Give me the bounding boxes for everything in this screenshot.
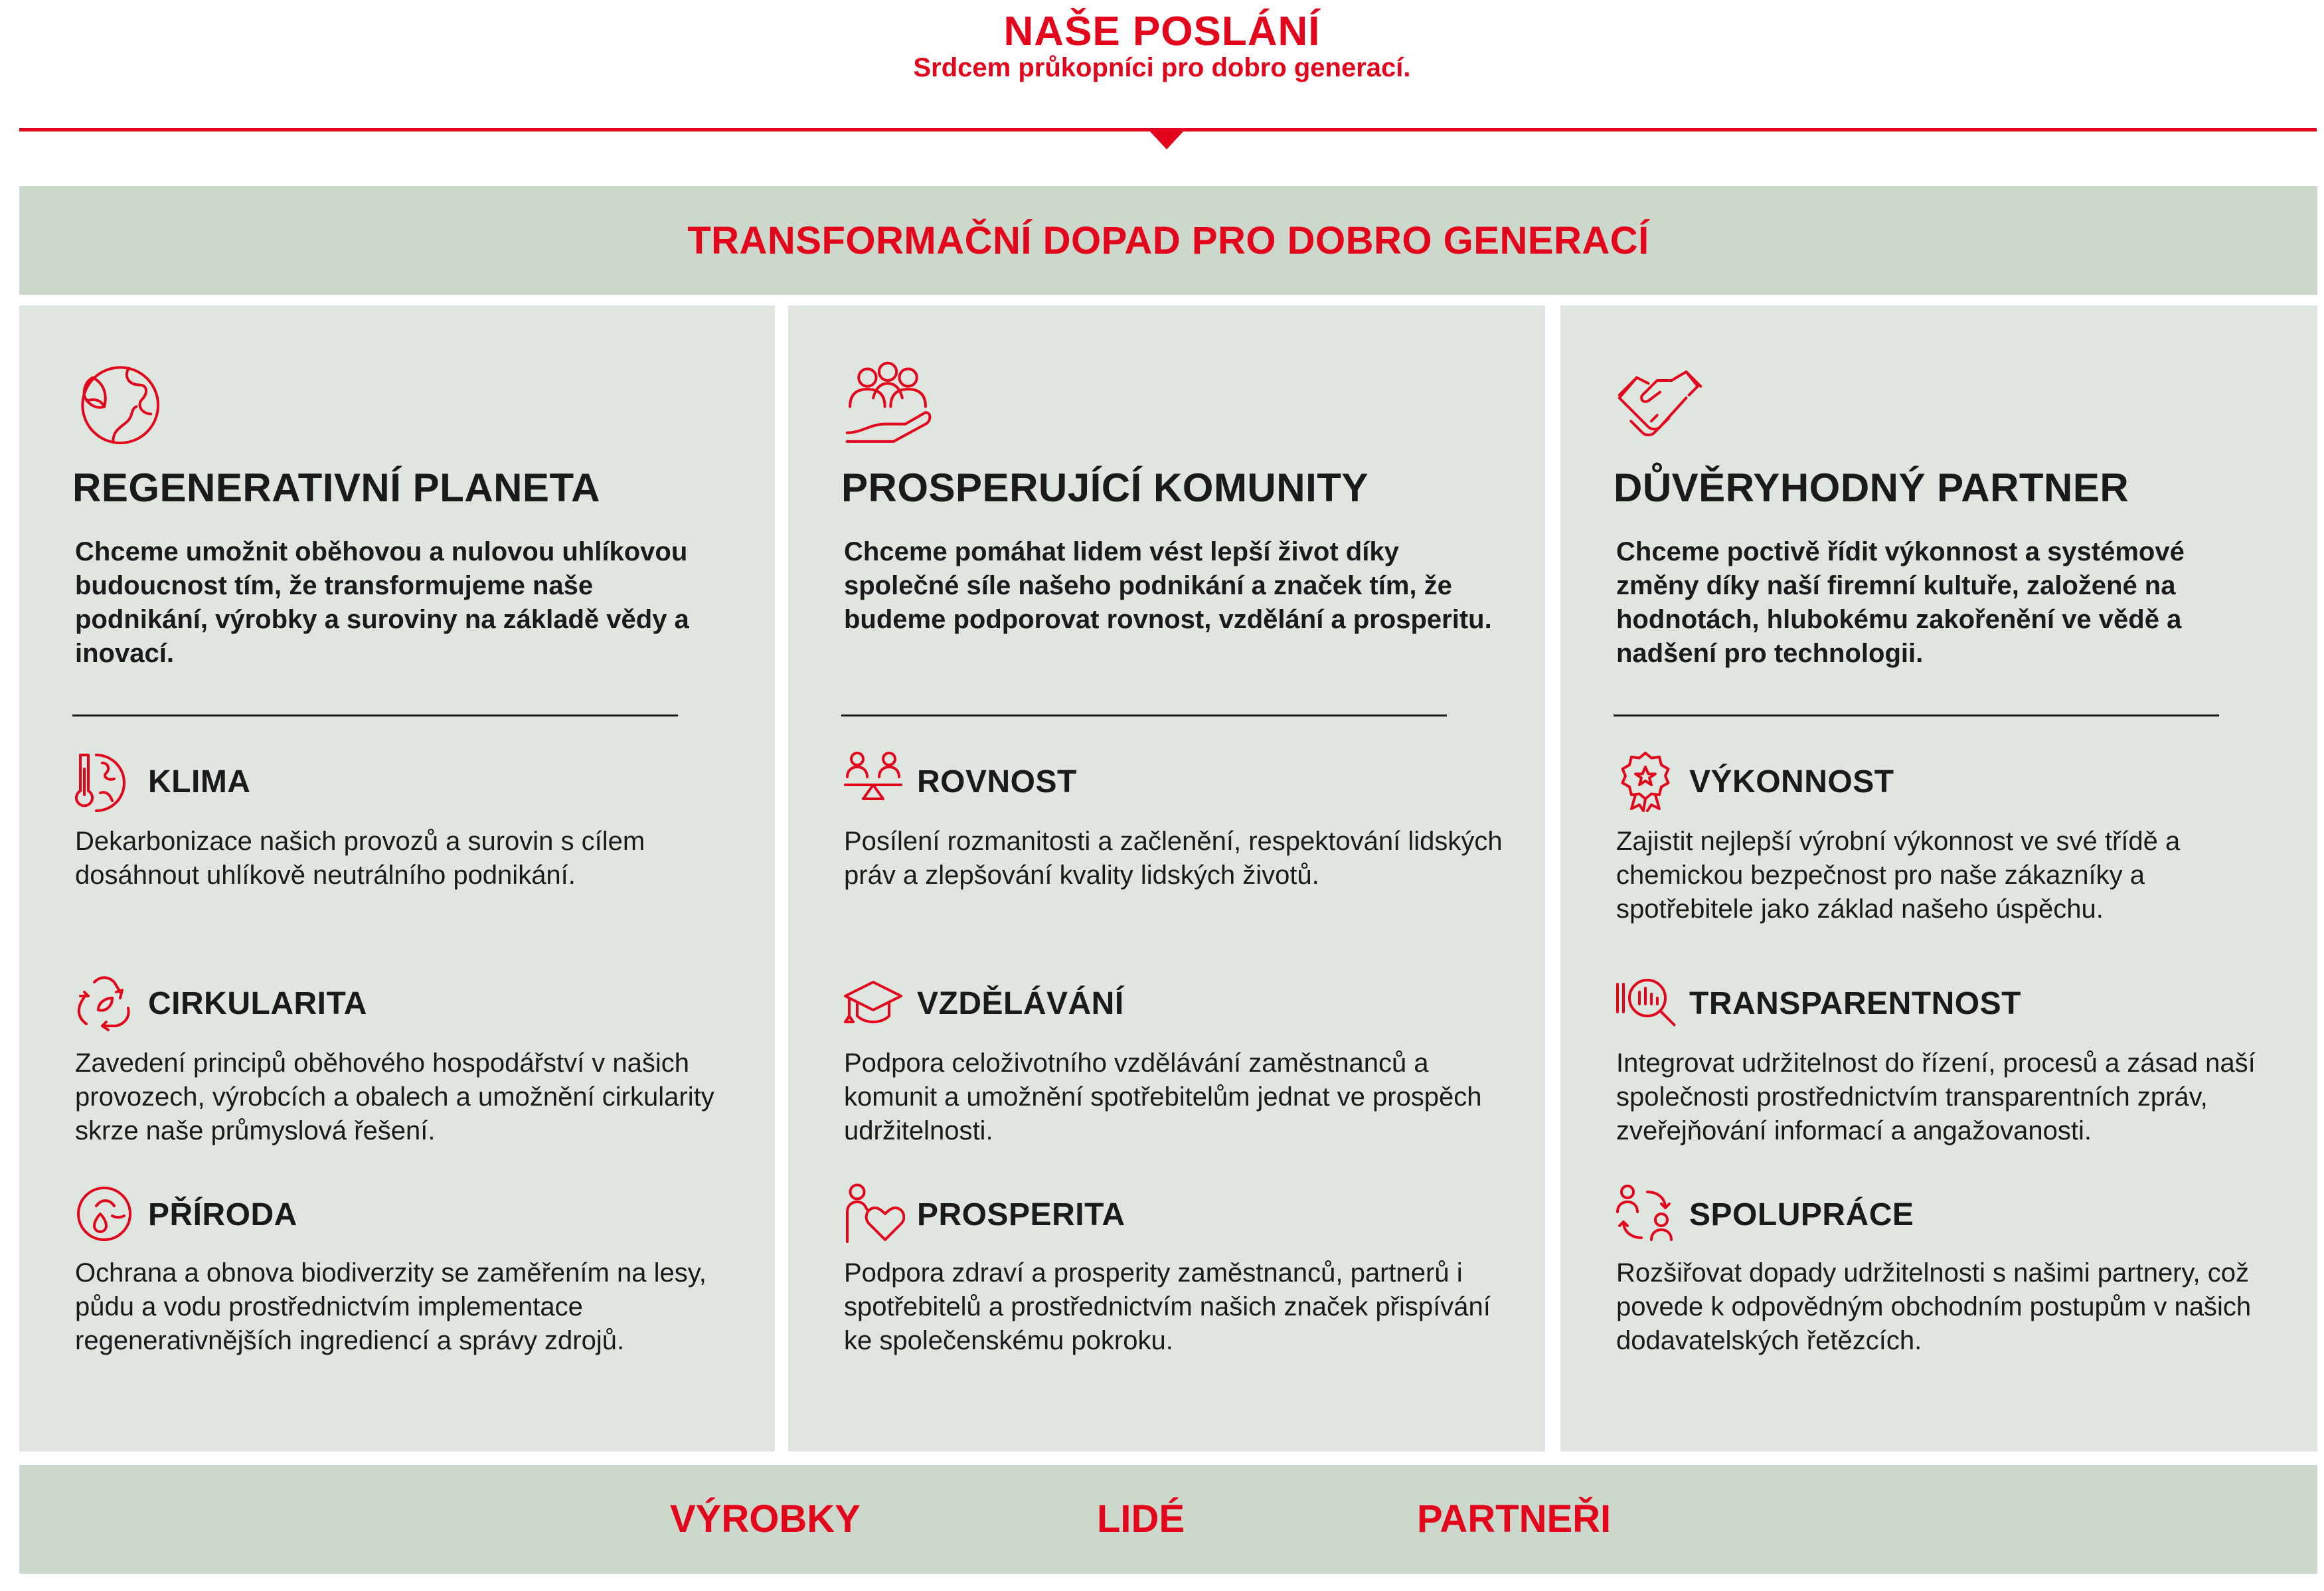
pillars-banner (19, 1465, 2317, 1574)
award-badge-icon (1614, 749, 1677, 813)
mission-subtitle: Srdcem průkopníci pro dobro generací. (913, 53, 1411, 82)
section-text-priroda: Ochrana a obnova biodiverzity se zaměřením na lesy, půdu a vodu prostřednictvím implementace regenerativnějších ingrediencí a správy zdrojů. (75, 1258, 706, 1355)
collaboration-people-icon (1614, 1182, 1677, 1246)
section-text-rovnost: Posílení rozmanitosti a začlenění, respektování lidských práv a zlepšování kvality lidských životů. (844, 827, 1503, 890)
impact-banner-title: TRANSFORMAČNÍ DOPAD PRO DOBRO GENERACÍ (687, 218, 1649, 262)
column-intro: Chceme umožnit oběhovou a nulovou uhlíkovou budoucnost tím, že transformujeme naše podnikání, výrobky a suroviny na základě vědy a inovací. (75, 537, 689, 668)
section-text-prosperita: Podpora zdraví a prosperity zaměstnanců, partnerů i spotřebitelů a prostřednictvím našich značek přispívání ke společenskému pokroku. (844, 1258, 1491, 1355)
pillar-people: LIDÉ (1097, 1497, 1185, 1541)
person-heart-icon (841, 1182, 905, 1246)
column-divider (72, 714, 678, 716)
section-title-vzdelavani: VZDĚLÁVÁNÍ (917, 986, 1124, 1021)
column-divider (841, 714, 1447, 716)
section-title-rovnost: ROVNOST (917, 764, 1077, 799)
thermometer-globe-icon (72, 749, 136, 813)
column-regenerative-planet (19, 305, 775, 1452)
section-title-cirkularita: CIRKULARITA (148, 986, 367, 1021)
column-trusted-partner (1560, 305, 2317, 1452)
section-text-vykonnost: Zajistit nejlepší výrobní výkonnost ve své třídě a chemickou bezpečnost pro naše zákazníky a spotřebitele jako základ našeho úspěchu. (1616, 827, 2181, 924)
section-text-vzdelavani: Podpora celoživotního vzdělávání zaměstnanců a komunit a umožnění spotřebitelům jednat ve prospěch udržitelnosti. (844, 1048, 1482, 1145)
column-intro: Chceme poctivě řídit výkonnost a systémové změny díky naší firemní kultuře, založené na hodnotách, hlubokému zakořenění ve vědě a nadšení pro technologii. (1616, 537, 2185, 668)
nature-drop-icon (72, 1182, 136, 1246)
pillar-products: VÝROBKY (670, 1497, 861, 1541)
section-title-klima: KLIMA (148, 764, 251, 799)
section-title-spoluprace: SPOLUPRÁCE (1689, 1197, 1914, 1232)
graduation-cap-icon (841, 972, 905, 1036)
section-text-cirkularita: Zavedení principů oběhového hospodářství v našich provozech, výrobcích a obalech a umožnění cirkularity skrze naše průmyslová řešení. (75, 1048, 714, 1145)
section-text-spoluprace: Rozšiřovat dopady udržitelnosti s našimi partnery, což povede k odpovědným obchodním postupům v našich dodavatelských řetězcích. (1616, 1258, 2252, 1355)
people-hand-icon (841, 357, 934, 450)
divider-arrow-icon (1149, 131, 1184, 149)
column-divider (1614, 714, 2219, 716)
section-text-klima: Dekarbonizace našich provozů a surovin s cílem dosáhnout uhlíkově neutrálního podnikání. (75, 827, 645, 890)
handshake-icon (1614, 357, 1706, 450)
column-title: REGENERATIVNÍ PLANETA (72, 465, 600, 510)
magnifier-chart-icon (1614, 972, 1677, 1036)
column-title: PROSPERUJÍCÍ KOMUNITY (841, 465, 1369, 510)
column-title: DŮVĚRYHODNÝ PARTNER (1614, 465, 2129, 510)
section-text-transparentnost: Integrovat udržitelnost do řízení, procesů a zásad naší společnosti prostřednictvím transparentních zpráv, zveřejňování informací a angažovanosti. (1616, 1048, 2256, 1145)
section-title-prosperita: PROSPERITA (917, 1197, 1125, 1232)
section-title-transparentnost: TRANSPARENTNOST (1689, 986, 2021, 1021)
mission-title: NAŠE POSLÁNÍ (1003, 9, 1321, 54)
section-title-priroda: PŘÍRODA (148, 1197, 297, 1232)
column-prosperous-communities (788, 305, 1545, 1452)
globe-leaf-icon (72, 357, 165, 450)
balance-people-icon (841, 749, 905, 813)
pillar-partners: PARTNEŘI (1417, 1497, 1612, 1541)
recycle-leaf-icon (72, 972, 136, 1036)
column-intro: Chceme pomáhat lidem vést lepší život díky společné síle našeho podnikání a značek tím, že budeme podporovat rovnost, vzdělání a prosperitu. (844, 537, 1492, 634)
impact-banner (19, 186, 2317, 295)
section-title-vykonnost: VÝKONNOST (1689, 764, 1894, 799)
